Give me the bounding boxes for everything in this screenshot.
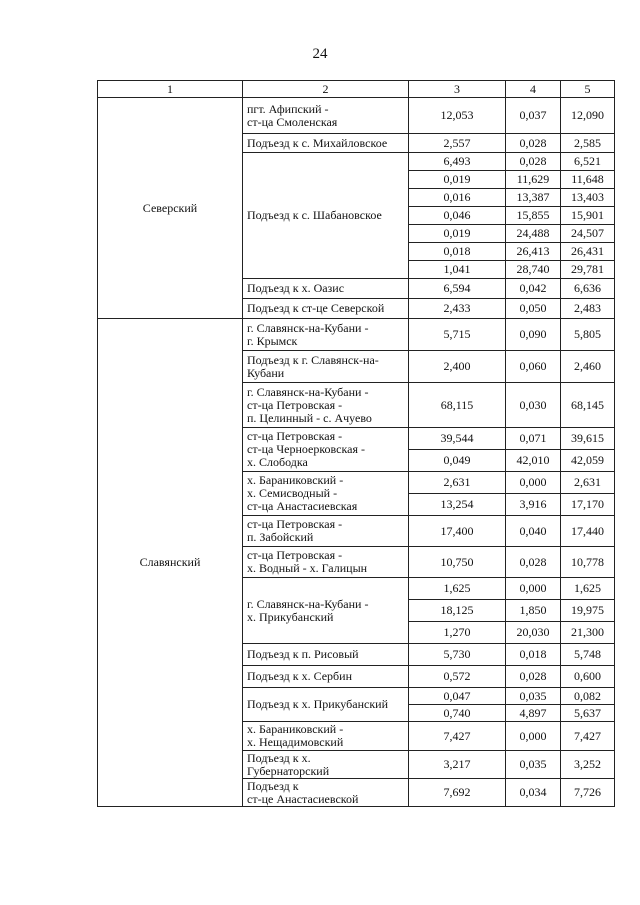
- road-name-line: ст-ца Анастасиевская: [247, 499, 358, 513]
- road-name-line: ст-ца Петровская -: [247, 548, 343, 562]
- road-name-cell: [243, 428, 409, 472]
- roads-table: [97, 80, 615, 807]
- start-km-cell: 6,493: [409, 153, 506, 171]
- end-km-cell: 12,090: [561, 98, 615, 134]
- road-name-cell: [243, 98, 409, 134]
- start-km-cell: 39,544: [409, 428, 506, 450]
- start-km-cell: 0,018: [409, 243, 506, 261]
- start-km-cell: 2,631: [409, 472, 506, 494]
- column-number-5: 5: [561, 81, 615, 98]
- length-cell: 26,413: [506, 243, 561, 261]
- length-cell: 0,090: [506, 319, 561, 351]
- road-name-cell: [243, 722, 409, 751]
- road-name-cell: [243, 383, 409, 428]
- road-name-line: п. Забойский: [247, 530, 314, 544]
- road-name-cell: [243, 688, 409, 722]
- length-cell: 0,037: [506, 98, 561, 134]
- column-number-4: 4: [506, 81, 561, 98]
- road-name-cell: [243, 578, 409, 644]
- start-km-cell: 5,730: [409, 644, 506, 666]
- road-name-line: Губернаторский: [247, 763, 330, 778]
- road-name-cell: [243, 644, 409, 666]
- start-km-cell: 0,572: [409, 666, 506, 688]
- end-km-cell: 1,625: [561, 578, 615, 600]
- road-name-line: ст-ца Смоленская: [247, 114, 338, 129]
- end-km-cell: 68,145: [561, 383, 615, 428]
- road-name-line: х. Бараниковский -: [247, 473, 344, 487]
- end-km-cell: 29,781: [561, 261, 615, 279]
- start-km-cell: 1,041: [409, 261, 506, 279]
- road-name-line: г. Крымск: [247, 333, 298, 348]
- road-name-cell: [243, 134, 409, 153]
- length-cell: 15,855: [506, 207, 561, 225]
- end-km-cell: 5,748: [561, 644, 615, 666]
- table-row: [98, 98, 615, 134]
- start-km-cell: 17,400: [409, 516, 506, 547]
- road-name-line: Подъезд к с. Михайловское: [247, 135, 388, 150]
- length-cell: 0,028: [506, 666, 561, 688]
- start-km-cell: 2,557: [409, 134, 506, 153]
- road-name-line: х. Бараниковский -: [247, 722, 344, 736]
- road-name-line: ст-ца Петровская -: [247, 397, 343, 412]
- road-name-cell: [243, 472, 409, 516]
- length-cell: 0,028: [506, 547, 561, 578]
- column-number-3: 3: [409, 81, 506, 98]
- road-name-cell: [243, 751, 409, 779]
- end-km-cell: 19,975: [561, 600, 615, 622]
- road-name-line: Подъезд к с. Шабановское: [247, 208, 382, 222]
- road-name-cell: [243, 779, 409, 807]
- end-km-cell: 13,403: [561, 189, 615, 207]
- start-km-cell: 1,270: [409, 622, 506, 644]
- length-cell: 0,030: [506, 383, 561, 428]
- length-cell: 4,897: [506, 705, 561, 722]
- road-name-line: Подъезд к х. Оазис: [247, 281, 345, 295]
- road-name-line: Подъезд к ст-це Северской: [247, 301, 385, 315]
- start-km-cell: 2,433: [409, 299, 506, 319]
- table-row: [98, 319, 615, 351]
- end-km-cell: 17,170: [561, 494, 615, 516]
- road-name-cell: [243, 547, 409, 578]
- length-cell: 0,042: [506, 279, 561, 299]
- length-cell: 0,035: [506, 751, 561, 779]
- road-name-line: ст-ца Петровская -: [247, 517, 343, 531]
- page-number: 24: [312, 46, 328, 62]
- start-km-cell: 0,047: [409, 688, 506, 705]
- end-km-cell: 26,431: [561, 243, 615, 261]
- start-km-cell: 18,125: [409, 600, 506, 622]
- start-km-cell: 12,053: [409, 98, 506, 134]
- length-cell: 0,040: [506, 516, 561, 547]
- road-name-line: ст-ца Петровская -: [247, 429, 343, 443]
- start-km-cell: 0,046: [409, 207, 506, 225]
- end-km-cell: 17,440: [561, 516, 615, 547]
- end-km-cell: 2,631: [561, 472, 615, 494]
- start-km-cell: 3,217: [409, 751, 506, 779]
- start-km-cell: 68,115: [409, 383, 506, 428]
- end-km-cell: 2,460: [561, 351, 615, 383]
- end-km-cell: 24,507: [561, 225, 615, 243]
- road-name-line: п. Целинный - с. Ачуево: [247, 410, 372, 425]
- start-km-cell: 0,019: [409, 225, 506, 243]
- end-km-cell: 0,082: [561, 688, 615, 705]
- end-km-cell: 11,648: [561, 171, 615, 189]
- length-cell: 0,034: [506, 779, 561, 807]
- road-name-cell: [243, 153, 409, 279]
- length-cell: 0,018: [506, 644, 561, 666]
- end-km-cell: 5,637: [561, 705, 615, 722]
- start-km-cell: 6,594: [409, 279, 506, 299]
- length-cell: 0,000: [506, 722, 561, 751]
- start-km-cell: 1,625: [409, 578, 506, 600]
- length-cell: 0,028: [506, 153, 561, 171]
- end-km-cell: 3,252: [561, 751, 615, 779]
- road-name-cell: [243, 666, 409, 688]
- start-km-cell: 0,019: [409, 171, 506, 189]
- end-km-cell: 6,636: [561, 279, 615, 299]
- length-cell: 0,050: [506, 299, 561, 319]
- length-cell: 42,010: [506, 450, 561, 472]
- end-km-cell: 7,726: [561, 779, 615, 807]
- start-km-cell: 13,254: [409, 494, 506, 516]
- end-km-cell: 7,427: [561, 722, 615, 751]
- road-name-line: Подъезд к п. Рисовый: [247, 647, 359, 661]
- length-cell: 28,740: [506, 261, 561, 279]
- end-km-cell: 6,521: [561, 153, 615, 171]
- road-name-line: г. Славянск-на-Кубани -: [247, 384, 369, 399]
- start-km-cell: 0,740: [409, 705, 506, 722]
- road-name-cell: [243, 279, 409, 299]
- end-km-cell: 5,805: [561, 319, 615, 351]
- length-cell: 20,030: [506, 622, 561, 644]
- road-name-line: г. Славянск-на-Кубани -: [247, 596, 369, 611]
- column-number-2: 2: [243, 81, 409, 98]
- column-number-row: [98, 81, 615, 98]
- road-name-line: Подъезд к х. Сербин: [247, 669, 352, 683]
- length-cell: 0,071: [506, 428, 561, 450]
- length-cell: 1,850: [506, 600, 561, 622]
- length-cell: 0,028: [506, 134, 561, 153]
- start-km-cell: 10,750: [409, 547, 506, 578]
- road-name-line: х. Нещадимовский: [247, 735, 344, 749]
- road-name-line: Подъезд к г. Славянск-на-: [247, 352, 379, 367]
- road-name-cell: [243, 351, 409, 383]
- district-cell: Северский: [98, 98, 243, 319]
- end-km-cell: 10,778: [561, 547, 615, 578]
- road-name-line: г. Славянск-на-Кубани -: [247, 320, 369, 335]
- end-km-cell: 42,059: [561, 450, 615, 472]
- road-name-line: х. Семисводный -: [247, 486, 338, 500]
- end-km-cell: 0,600: [561, 666, 615, 688]
- end-km-cell: 21,300: [561, 622, 615, 644]
- end-km-cell: 39,615: [561, 428, 615, 450]
- end-km-cell: 2,483: [561, 299, 615, 319]
- road-name-line: Подъезд к х. Прикубанский: [247, 697, 389, 711]
- start-km-cell: 7,692: [409, 779, 506, 807]
- length-cell: 13,387: [506, 189, 561, 207]
- length-cell: 0,060: [506, 351, 561, 383]
- length-cell: 24,488: [506, 225, 561, 243]
- road-name-line: ст-ца Черноерковская -: [247, 442, 365, 456]
- road-name-line: Кубани: [247, 365, 285, 380]
- column-number-1: 1: [98, 81, 243, 98]
- road-name-line: ст-це Анастасиевской: [247, 791, 359, 806]
- road-name-line: х. Слободка: [247, 455, 308, 469]
- road-name-line: х. Прикубанский: [247, 609, 334, 624]
- start-km-cell: 7,427: [409, 722, 506, 751]
- road-name-line: Подъезд к: [247, 778, 299, 793]
- road-name-cell: [243, 299, 409, 319]
- roads-table-body: [98, 81, 615, 807]
- length-cell: 0,000: [506, 578, 561, 600]
- start-km-cell: 0,049: [409, 450, 506, 472]
- district-cell: Славянский: [98, 319, 243, 807]
- start-km-cell: 5,715: [409, 319, 506, 351]
- end-km-cell: 2,585: [561, 134, 615, 153]
- start-km-cell: 0,016: [409, 189, 506, 207]
- road-name-cell: [243, 319, 409, 351]
- length-cell: 11,629: [506, 171, 561, 189]
- road-name-line: Подъезд к х.: [247, 750, 311, 765]
- length-cell: 3,916: [506, 494, 561, 516]
- road-name-line: пгт. Афипский -: [247, 101, 329, 116]
- length-cell: 0,000: [506, 472, 561, 494]
- road-name-cell: [243, 516, 409, 547]
- end-km-cell: 15,901: [561, 207, 615, 225]
- road-name-line: х. Водный - х. Галицын: [247, 561, 368, 575]
- start-km-cell: 2,400: [409, 351, 506, 383]
- length-cell: 0,035: [506, 688, 561, 705]
